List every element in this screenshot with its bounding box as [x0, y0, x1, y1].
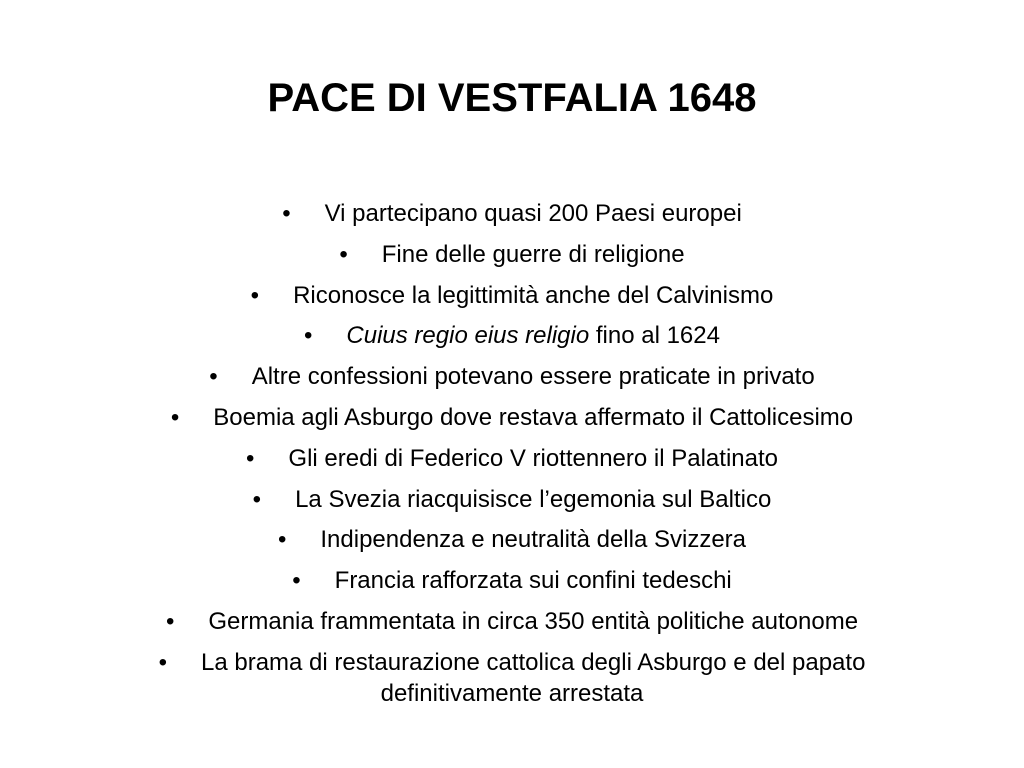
bullet-item — [40, 647, 984, 709]
bullet-item — [40, 357, 984, 398]
bullet-list — [40, 194, 984, 709]
bullet-text: Boemia agli Asburgo dove restava affermato il Cattolicesimo — [213, 403, 854, 431]
bullet-text: Vi partecipano quasi 200 Paesi europei — [324, 200, 742, 227]
bullet-text: Indipendenza e neutralità della Svizzera — [320, 526, 747, 554]
bullet-dot: • — [304, 322, 313, 350]
bullet-text: Riconosce la legittimità anche del Calvinismo — [293, 281, 774, 309]
bullet-dot: • — [282, 200, 291, 227]
bullet-text: Gli eredi di Federico V riottennero il Palatinato — [288, 444, 778, 472]
bullet-item — [40, 439, 984, 480]
bullet-item — [40, 561, 984, 602]
bullet-text: Fine delle guerre di religione — [381, 240, 685, 268]
bullet-text: La Svezia riacquisisce l’egemonia sul Baltico — [295, 485, 772, 513]
bullet-text: fino al 1624 — [589, 322, 720, 350]
bullet-dot: • — [292, 567, 301, 595]
bullet-dot: • — [339, 240, 348, 268]
bullet-dot: • — [209, 363, 218, 391]
bullet-text: Altre confessioni potevano essere praticate in privato — [251, 363, 815, 391]
bullet-item — [40, 316, 984, 357]
bullet-dot: • — [158, 648, 167, 676]
bullet-item — [40, 520, 984, 561]
bullet-text: Germania frammentata in circa 350 entità politiche autonome — [208, 607, 859, 635]
slide-title: PACE DI VESTFALIA 1648 — [267, 76, 757, 120]
bullet-dot: • — [277, 526, 287, 554]
bullet-item — [40, 276, 984, 317]
bullet-text: La brama di restaurazione cattolica degli Asburgo e del papato — [200, 648, 866, 676]
bullet-dot: • — [250, 281, 260, 309]
bullet-item — [40, 194, 984, 235]
bullet-text-continuation: definitivamente arrestata — [380, 679, 644, 707]
bullet-text-italic: Cuius regio eius religio — [346, 322, 590, 350]
bullet-dot: • — [246, 444, 255, 472]
bullet-text: Francia rafforzata sui confini tedeschi — [334, 567, 732, 595]
bullet-dot: • — [165, 607, 175, 635]
bullet-item — [40, 480, 984, 521]
bullet-item — [40, 602, 984, 643]
bullet-dot: • — [252, 485, 262, 513]
bullet-dot: • — [170, 403, 180, 431]
bullet-item — [40, 235, 984, 276]
bullet-item — [40, 398, 984, 439]
